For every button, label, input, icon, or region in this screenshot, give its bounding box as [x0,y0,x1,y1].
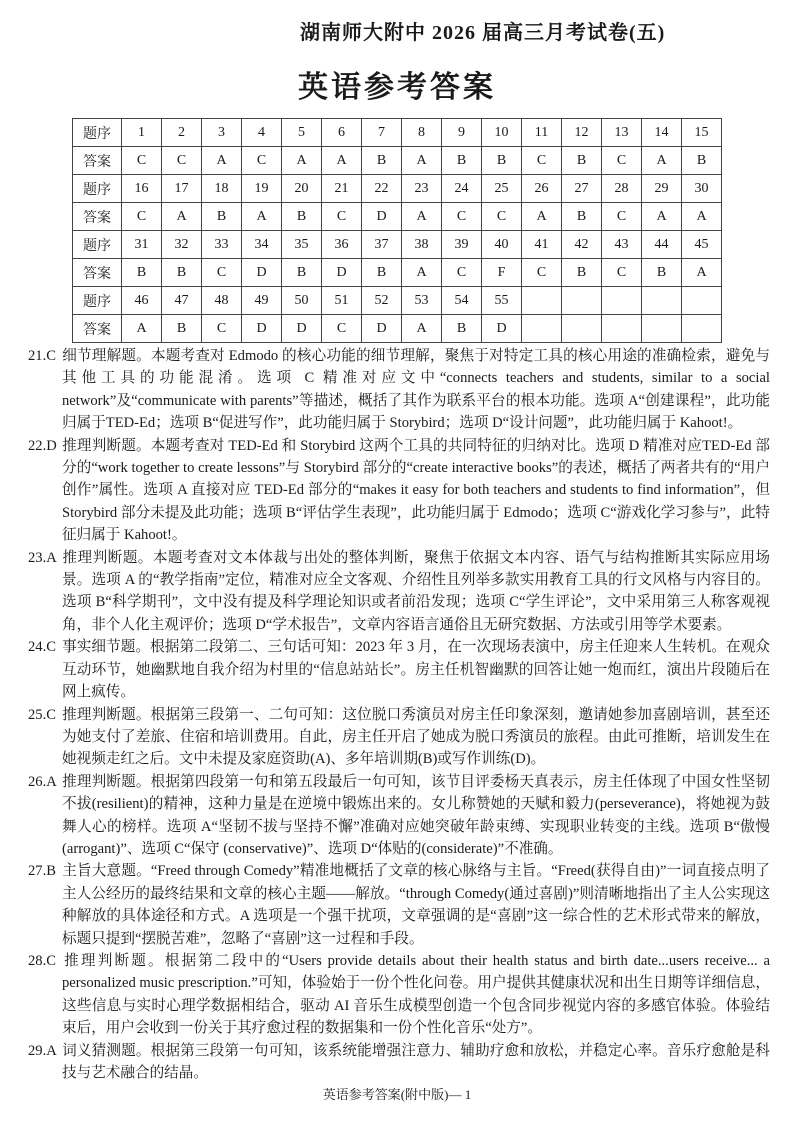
row-label: 题序 [73,287,122,315]
question-number-cell: 12 [562,119,602,147]
answer-cell: A [162,203,202,231]
explanation-item [28,771,770,861]
explanation-text: 细节理解题。本题考查对 Edmodo 的核心功能的细节理解，聚焦于对特定工具的核心用途的准确检索，避免与其他工具的功能混淆。选项 C 精准对应文中“connects teachers and students, similar to a social network”及“communicate with parents”等描述，概括了其作为联系平台的根本功能。选项 A“创建课程”，此功能归属于TED-Ed；选项 B“促进写作”，此功能归属于 Storybird；选项 D“设计问题”，此功能归属于 Kahoot!。 [62,348,770,432]
question-number-cell: 28 [602,175,642,203]
answer-cell: B [282,203,322,231]
question-number-cell: 13 [602,119,642,147]
answer-cell: C [602,147,642,175]
page-title: 英语参考答案 [298,71,496,104]
row-label: 答案 [73,203,122,231]
explanation-item [28,345,770,435]
answer-cell [562,315,602,343]
row-label: 题序 [73,119,122,147]
answer-cell: B [442,315,482,343]
explanations [28,345,770,1084]
answer-cell: C [602,203,642,231]
answer-cell: A [642,203,682,231]
answer-cell: B [642,259,682,287]
answer-cell: C [322,315,362,343]
explanation-item [28,636,770,703]
answer-cell: A [402,315,442,343]
explanation-text: 主旨大意题。“Freed through Comedy”精准地概括了文章的核心脉络与主旨。“Freed(获得自由)”一词直接点明了主人公经历的最终结果和文章的核心主题——解放。“through Comedy(通过喜剧)”则清晰地指出了主人公实现这种解放的具体途径和方式。A 选项是一个强干扰项，文章强调的是“喜剧”这一综合性的艺术形式带来的解放，标题只提到“摆脱苦难”，忽略了“喜剧”这一过程和手段。 [62,863,770,947]
explanation-text: 推理判断题。根据第三段第一、二句可知：这位脱口秀演员对房主任印象深刻，邀请她参加喜剧培训，甚至还为她支付了差旅、住宿和培训费用。自此，房主任开启了她成为脱口秀演员的旅程。由此可推断，培训发生在她视频走红之后。文中未提及家庭资助(A)、多年培训期(B)或写作训练(D)。 [62,706,770,768]
question-number-cell: 27 [562,175,602,203]
question-number-cell: 39 [442,231,482,259]
explanation-item [28,435,770,547]
question-number-cell: 54 [442,287,482,315]
question-number-cell: 52 [362,287,402,315]
question-number-cell: 26 [522,175,562,203]
row-label: 题序 [73,231,122,259]
question-number-cell: 3 [202,119,242,147]
answer-cell: B [682,147,722,175]
explanation-item [28,547,770,637]
question-number-cell: 19 [242,175,282,203]
explanation-text: 推理判断题。根据第四段第一句和第五段最后一句可知，该节目评委杨天真表示，房主任体现了中国女性坚韧不拔(resilient)的精神，这种力量是在逆境中锻炼出来的。女儿称赞她的天赋和毅力(perseverance)，将她视为鼓舞人心的榜样。选项 A“坚韧不拔与坚持不懈”准确对应她突破年龄束缚、实现职业转变的主线。选项 B“傲慢(arrogant)”、选项 C“保守 (conservative)”、选项 D“体贴的(considerate)”不准确。 [62,773,770,857]
answer-cell [682,315,722,343]
answer-cell: D [282,315,322,343]
answer-cell: C [122,147,162,175]
answer-cell: B [482,147,522,175]
question-number-cell [602,287,642,315]
question-number-cell: 35 [282,231,322,259]
question-number-cell: 15 [682,119,722,147]
answer-cell: D [322,259,362,287]
answer-number: 23.A [28,549,57,566]
question-number-cell: 47 [162,287,202,315]
question-number-cell: 16 [122,175,162,203]
answer-cell [602,315,642,343]
question-number-cell: 31 [122,231,162,259]
answer-cell: B [282,259,322,287]
question-number-cell: 5 [282,119,322,147]
question-number-row [73,175,722,203]
row-label: 答案 [73,315,122,343]
question-number-cell: 51 [322,287,362,315]
answer-cell: A [322,147,362,175]
row-label: 题序 [73,175,122,203]
answer-cell: D [482,315,522,343]
question-number-cell: 18 [202,175,242,203]
row-label: 答案 [73,147,122,175]
question-number-cell: 29 [642,175,682,203]
question-number-cell: 43 [602,231,642,259]
answer-cell: B [362,259,402,287]
answer-cell: D [362,315,402,343]
question-number-cell: 8 [402,119,442,147]
answer-number: 28.C [28,952,56,969]
answer-cell [522,315,562,343]
question-number-cell: 14 [642,119,682,147]
question-number-cell [522,287,562,315]
question-number-row [73,231,722,259]
question-number-cell: 53 [402,287,442,315]
answer-number: 21.C [28,348,56,364]
question-number-cell: 41 [522,231,562,259]
question-number-cell: 6 [322,119,362,147]
answer-row [73,203,722,231]
question-number-cell: 24 [442,175,482,203]
answer-number: 24.C [28,639,56,656]
explanation-item [28,1040,770,1085]
question-number-cell: 45 [682,231,722,259]
explanation-text: 推理判断题。本题考查对 TED-Ed 和 Storybird 这两个工具的共同特征的归纳对比。选项 D 精准对应TED-Ed 部分的“work together to create lessons”与 Storybird 部分的“create interactive books”的表述，概括了两者共有的“用户创作”属性。选项 A 直接对应 TED-Ed 部分的“makes it easy for both teachers and students to find information”，但 Storybird 部分未提及此功能；选项 B“评估学生表现”，此功能归属于 Edmodo；选项 C“游戏化学习参与”，此特征归属于 Kahoot!。 [62,437,770,544]
question-number-cell: 22 [362,175,402,203]
answer-cell: C [122,203,162,231]
question-number-row [73,287,722,315]
answer-cell: A [522,203,562,231]
answer-cell: A [642,147,682,175]
question-number-cell: 46 [122,287,162,315]
answer-cell: A [202,147,242,175]
answer-cell: A [402,259,442,287]
answer-row [73,147,722,175]
answer-number: 26.A [28,773,57,790]
answer-cell: B [562,203,602,231]
answer-cell: C [522,147,562,175]
question-number-cell: 4 [242,119,282,147]
answer-cell: C [322,203,362,231]
answer-cell: C [522,259,562,287]
answer-cell: A [242,203,282,231]
answer-number: 25.C [28,706,56,723]
question-number-cell: 2 [162,119,202,147]
question-number-cell: 42 [562,231,602,259]
explanation-item [28,950,770,1040]
question-number-row [73,119,722,147]
question-number-cell: 10 [482,119,522,147]
question-number-cell: 50 [282,287,322,315]
question-number-cell: 7 [362,119,402,147]
exam-header: 湖南师大附中 2026 届高三月考试卷(五) [300,22,666,44]
answer-row [73,259,722,287]
answer-cell: A [282,147,322,175]
question-number-cell: 1 [122,119,162,147]
question-number-cell [562,287,602,315]
answer-cell: C [442,203,482,231]
answer-cell: D [362,203,402,231]
question-number-cell: 17 [162,175,202,203]
question-number-cell: 30 [682,175,722,203]
answer-cell: C [482,203,522,231]
answer-row [73,315,722,343]
question-number-cell: 32 [162,231,202,259]
row-label: 答案 [73,259,122,287]
answer-cell: B [442,147,482,175]
answer-cell: D [242,315,282,343]
answer-cell: A [682,203,722,231]
explanation-item [28,860,770,950]
question-number-cell: 55 [482,287,522,315]
answer-table [72,118,722,343]
answer-cell: A [402,147,442,175]
question-number-cell [682,287,722,315]
question-number-cell: 23 [402,175,442,203]
question-number-cell: 37 [362,231,402,259]
answer-cell: B [122,259,162,287]
explanation-text: 词义猜测题。根据第三段第一句可知，该系统能增强注意力、辅助疗愈和放松，并稳定心率。音乐疗愈舱是科技与艺术融合的结晶。 [62,1042,770,1081]
answer-cell: A [402,203,442,231]
answer-cell: C [602,259,642,287]
question-number-cell: 49 [242,287,282,315]
question-number-cell: 34 [242,231,282,259]
question-number-cell: 38 [402,231,442,259]
answer-cell: B [162,259,202,287]
explanation-text: 推理判断题。根据第二段中的“Users provide details about their health status and birth date...users receive... a personalized music prescription.”可知，体验始于一份个性化问卷。用户提供其健康状况和出生日期等详细信息，这些信息与实时心理学数据相结合，驱动 AI 音乐生成模型创造一个包含同步视觉内容的多感官体验。体验结束后，用户会收到一份关于其疗愈过程的数据集和一份个性化音乐“处方”。 [62,952,770,1037]
explanation-text: 事实细节题。根据第二段第二、三句话可知：2023 年 3 月，在一次现场表演中，房主任迎来人生转机。在观众互动环节，她幽默地自我介绍为村里的“信息站站长”。房主任机智幽默的回答让她一炮而红，演出片段随后在网上疯传。 [62,639,770,701]
question-number-cell: 25 [482,175,522,203]
question-number-cell: 33 [202,231,242,259]
answer-number: 29.A [28,1042,57,1059]
answer-cell: B [362,147,402,175]
answer-cell: C [202,315,242,343]
question-number-cell: 44 [642,231,682,259]
answer-cell: C [442,259,482,287]
answer-number: 22.D [28,437,57,454]
answer-cell: B [562,147,602,175]
answer-number: 27.B [28,863,56,880]
answer-cell: A [122,315,162,343]
answer-cell: A [682,259,722,287]
answer-cell: B [202,203,242,231]
question-number-cell [642,287,682,315]
answer-cell: B [162,315,202,343]
answer-cell: C [162,147,202,175]
question-number-cell: 9 [442,119,482,147]
answer-cell: C [242,147,282,175]
question-number-cell: 40 [482,231,522,259]
question-number-cell: 21 [322,175,362,203]
answer-cell: F [482,259,522,287]
answer-cell: C [202,259,242,287]
question-number-cell: 36 [322,231,362,259]
question-number-cell: 11 [522,119,562,147]
explanation-item [28,704,770,771]
question-number-cell: 48 [202,287,242,315]
explanation-text: 推理判断题。本题考查对文本体裁与出处的整体判断，聚焦于依据文本内容、语气与结构推断其实际应用场景。选项 A 的“教学指南”定位，精准对应全文客观、介绍性且列举多款实用教育工具的行文风格与内容目的。选项 B“科学期刊”，文中没有提及科学理论知识或者前沿发现；选项 C“学生评论”，文中采用第三人称客观视角，非个人化主观评价；选项 D“学术报告”，文章内容语言通俗且无研究数据、方法或引用等学术要素。 [62,549,770,633]
question-number-cell: 20 [282,175,322,203]
answer-cell: D [242,259,282,287]
answer-cell: B [562,259,602,287]
page-footer: 英语参考答案(附中版)— 1 [322,1087,472,1102]
answer-cell [642,315,682,343]
